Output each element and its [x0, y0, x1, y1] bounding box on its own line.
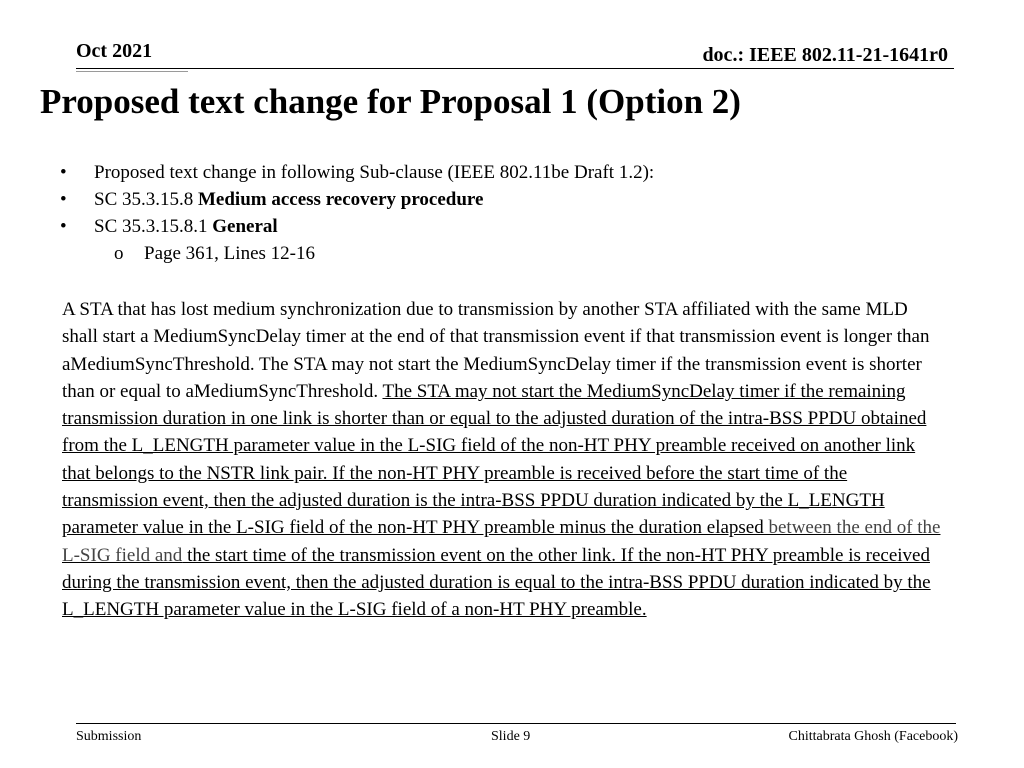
body-inserted-part-2: the start time of the transmission event on the other link. If the non-HT PHY preamble is received during the transmission event, then the adjusted duration is equal to the intra-BSS PPDU duration indicated by the L_LENGTH parameter value in the L-SIG field of a non-HT PHY preamble. — [62, 544, 931, 621]
bullet-bold-text: Medium access recovery procedure — [198, 189, 484, 210]
bullet-bold-text: General — [212, 216, 278, 237]
body-inserted-gray-part: between the end of the L-SIG field and — [62, 517, 941, 566]
body-plain-text: A STA that has lost medium synchronization due to transmission by another STA affiliated with the same MLD shall start a MediumSyncDelay timer at the end of that transmission event if that transmission event is longer than aMediumSyncThreshold. The STA may not start the MediumSyncDelay timer if the transmission event is shorter than or equal to aMediumSyncThreshold. — [62, 299, 930, 402]
bullet-marker: • — [60, 162, 67, 183]
footer-slide-number: Slide 9 — [491, 729, 531, 744]
header-date: Oct 2021 — [76, 40, 153, 62]
bullet-marker: • — [60, 216, 67, 237]
bullet-text: SC 35.3.15.8 — [94, 189, 198, 210]
bullet-marker: • — [60, 189, 67, 210]
sub-bullet-item — [0, 240, 654, 267]
body-inserted-part-1: The STA may not start the MediumSyncDelay timer if the remaining transmission duration in one link is shorter than or equal to the adjusted duration of the intra-BSS PPDU obtained from the L_LENGTH parameter value in the L-SIG field of the non-HT PHY preamble received on another link that belongs to the NSTR link pair. If the non-HT PHY preamble is received before the start time of the transmission event, then the adjusted duration is the intra-BSS PPDU duration indicated by the L_LENGTH parameter value in the L-SIG field of the non-HT PHY preamble minus the duration elapsed — [62, 380, 927, 539]
sub-bullet-marker: o — [114, 243, 124, 264]
slide-title: Proposed text change for Proposal 1 (Option 2) — [40, 82, 741, 121]
footer-author: Chittabrata Ghosh (Facebook) — [788, 729, 958, 744]
bullet-item — [0, 159, 654, 186]
bullet-text: Proposed text change in following Sub-clause (IEEE 802.11be Draft 1.2): — [94, 162, 655, 183]
footer-submission: Submission — [76, 729, 142, 744]
footer-rule — [76, 723, 956, 724]
bullet-item — [0, 213, 654, 240]
bullet-text: SC 35.3.15.8.1 — [94, 216, 213, 237]
body-inserted-text — [62, 381, 940, 620]
header-date-underline — [76, 71, 188, 72]
header-doc-id: doc.: IEEE 802.11-21-1641r0 — [702, 44, 948, 66]
bullet-list — [0, 159, 654, 267]
sub-bullet-text: Page 361, Lines 12-16 — [144, 243, 315, 264]
header-rule — [76, 68, 954, 69]
body-paragraph — [62, 296, 942, 624]
bullet-item — [0, 186, 654, 213]
